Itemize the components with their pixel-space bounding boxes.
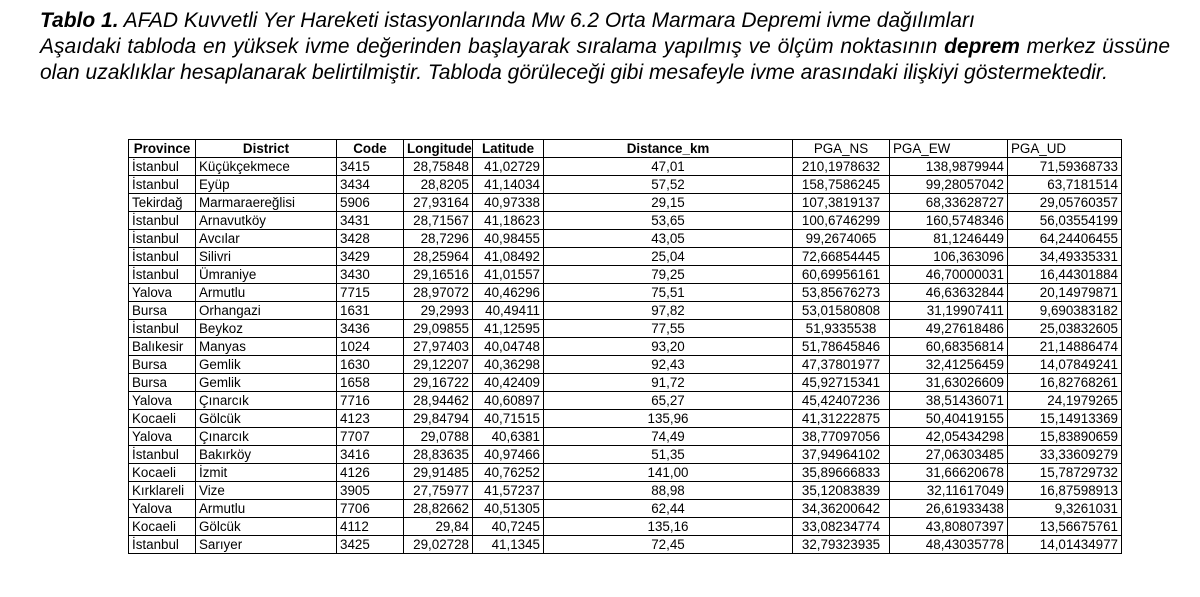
cell-pga-ud: 21,14886474 xyxy=(1008,338,1122,356)
cell-code: 3415 xyxy=(337,158,404,176)
table-body xyxy=(129,158,1122,554)
cell-pga-ns: 45,42407236 xyxy=(793,392,890,410)
cell-distance: 57,52 xyxy=(544,176,793,194)
cell-distance: 135,16 xyxy=(544,518,793,536)
header-latitude: Latitude xyxy=(473,140,544,158)
cell-code: 3429 xyxy=(337,248,404,266)
cell-distance: 77,55 xyxy=(544,320,793,338)
cell-pga-ud: 15,83890659 xyxy=(1008,428,1122,446)
table-row xyxy=(129,266,1122,284)
cell-pga-ns: 210,1978632 xyxy=(793,158,890,176)
cell-latitude: 40,97338 xyxy=(473,194,544,212)
header-pga-ns: PGA_NS xyxy=(793,140,890,158)
cell-province: Kırklareli xyxy=(129,482,196,500)
cell-pga-ud: 16,87598913 xyxy=(1008,482,1122,500)
table-row xyxy=(129,410,1122,428)
cell-district: Arnavutköy xyxy=(196,212,337,230)
table-row xyxy=(129,356,1122,374)
table-row xyxy=(129,248,1122,266)
cell-pga-ud: 15,14913369 xyxy=(1008,410,1122,428)
cell-district: Marmaraereğlisi xyxy=(196,194,337,212)
cell-district: Beykoz xyxy=(196,320,337,338)
cell-longitude: 29,02728 xyxy=(404,536,473,554)
cell-pga-ns: 53,01580808 xyxy=(793,302,890,320)
table-row xyxy=(129,284,1122,302)
cell-code: 1658 xyxy=(337,374,404,392)
cell-longitude: 29,0788 xyxy=(404,428,473,446)
cell-pga-ud: 16,82768261 xyxy=(1008,374,1122,392)
cell-pga-ns: 33,08234774 xyxy=(793,518,890,536)
cell-code: 7707 xyxy=(337,428,404,446)
table-row xyxy=(129,158,1122,176)
cell-province: İstanbul xyxy=(129,446,196,464)
cell-district: Küçükçekmece xyxy=(196,158,337,176)
cell-province: Bursa xyxy=(129,374,196,392)
cell-province: Yalova xyxy=(129,284,196,302)
cell-pga-ns: 41,31222875 xyxy=(793,410,890,428)
cell-district: Bakırköy xyxy=(196,446,337,464)
cell-code: 4112 xyxy=(337,518,404,536)
cell-province: Kocaeli xyxy=(129,410,196,428)
cell-district: Armutlu xyxy=(196,284,337,302)
cell-longitude: 29,16516 xyxy=(404,266,473,284)
cell-distance: 97,82 xyxy=(544,302,793,320)
cell-pga-ud: 14,01434977 xyxy=(1008,536,1122,554)
cell-pga-ew: 42,05434298 xyxy=(890,428,1008,446)
table-row xyxy=(129,536,1122,554)
cell-longitude: 28,7296 xyxy=(404,230,473,248)
acceleration-table xyxy=(128,139,1122,554)
cell-pga-ns: 47,37801977 xyxy=(793,356,890,374)
cell-province: İstanbul xyxy=(129,536,196,554)
cell-pga-ns: 158,7586245 xyxy=(793,176,890,194)
cell-latitude: 40,98455 xyxy=(473,230,544,248)
cell-province: İstanbul xyxy=(129,248,196,266)
cell-district: Avcılar xyxy=(196,230,337,248)
cell-longitude: 28,94462 xyxy=(404,392,473,410)
header-code: Code xyxy=(337,140,404,158)
cell-district: Gemlik xyxy=(196,356,337,374)
cell-distance: 93,20 xyxy=(544,338,793,356)
cell-pga-ew: 106,363096 xyxy=(890,248,1008,266)
cell-distance: 53,65 xyxy=(544,212,793,230)
caption-body xyxy=(40,34,1170,86)
cell-district: Eyüp xyxy=(196,176,337,194)
cell-pga-ew: 31,19907411 xyxy=(890,302,1008,320)
cell-code: 1024 xyxy=(337,338,404,356)
cell-latitude: 40,42409 xyxy=(473,374,544,392)
table-row xyxy=(129,230,1122,248)
cell-longitude: 29,09855 xyxy=(404,320,473,338)
cell-pga-ud: 56,03554199 xyxy=(1008,212,1122,230)
cell-province: Kocaeli xyxy=(129,464,196,482)
cell-pga-ew: 43,80807397 xyxy=(890,518,1008,536)
header-pga-ew: PGA_EW xyxy=(890,140,1008,158)
cell-code: 3425 xyxy=(337,536,404,554)
cell-longitude: 29,16722 xyxy=(404,374,473,392)
cell-code: 3434 xyxy=(337,176,404,194)
caption-body-part1: Aşaıdaki tabloda en yüksek ivme değerinden başlayarak sıralama yapılmış ve ölçüm noktasının xyxy=(40,35,945,58)
cell-longitude: 29,91485 xyxy=(404,464,473,482)
cell-latitude: 40,36298 xyxy=(473,356,544,374)
caption-title-text: AFAD Kuvvetli Yer Hareketi istasyonlarında Mw 6.2 Orta Marmara Depremi ivme dağılımları xyxy=(118,9,975,32)
cell-pga-ud: 15,78729732 xyxy=(1008,464,1122,482)
cell-longitude: 29,84794 xyxy=(404,410,473,428)
table-row xyxy=(129,194,1122,212)
cell-pga-ud: 34,49335331 xyxy=(1008,248,1122,266)
cell-pga-ud: 20,14979871 xyxy=(1008,284,1122,302)
cell-distance: 65,27 xyxy=(544,392,793,410)
cell-pga-ud: 63,7181514 xyxy=(1008,176,1122,194)
cell-longitude: 29,84 xyxy=(404,518,473,536)
cell-code: 5906 xyxy=(337,194,404,212)
cell-pga-ns: 35,12083839 xyxy=(793,482,890,500)
cell-latitude: 41,01557 xyxy=(473,266,544,284)
cell-district: Çınarcık xyxy=(196,428,337,446)
cell-longitude: 29,12207 xyxy=(404,356,473,374)
cell-pga-ns: 99,2674065 xyxy=(793,230,890,248)
cell-latitude: 40,7245 xyxy=(473,518,544,536)
cell-distance: 43,05 xyxy=(544,230,793,248)
cell-longitude: 28,83635 xyxy=(404,446,473,464)
cell-longitude: 28,25964 xyxy=(404,248,473,266)
header-longitude: Longitude xyxy=(404,140,473,158)
cell-pga-ew: 160,5748346 xyxy=(890,212,1008,230)
table-row xyxy=(129,428,1122,446)
cell-district: Silivri xyxy=(196,248,337,266)
cell-district: Manyas xyxy=(196,338,337,356)
header-pga-ud: PGA_UD xyxy=(1008,140,1122,158)
cell-pga-ns: 51,78645846 xyxy=(793,338,890,356)
cell-pga-ns: 51,9335538 xyxy=(793,320,890,338)
table-row xyxy=(129,518,1122,536)
cell-latitude: 40,60897 xyxy=(473,392,544,410)
cell-code: 3416 xyxy=(337,446,404,464)
cell-pga-ew: 32,41256459 xyxy=(890,356,1008,374)
cell-pga-ud: 24,1979265 xyxy=(1008,392,1122,410)
cell-district: Vize xyxy=(196,482,337,500)
cell-longitude: 28,71567 xyxy=(404,212,473,230)
table-row xyxy=(129,176,1122,194)
cell-pga-ud: 9,690383182 xyxy=(1008,302,1122,320)
cell-district: İzmit xyxy=(196,464,337,482)
cell-district: Sarıyer xyxy=(196,536,337,554)
cell-province: İstanbul xyxy=(129,212,196,230)
table-row xyxy=(129,500,1122,518)
caption-title-label: Tablo 1. xyxy=(40,9,119,32)
cell-province: İstanbul xyxy=(129,176,196,194)
cell-code: 1630 xyxy=(337,356,404,374)
cell-latitude: 40,6381 xyxy=(473,428,544,446)
header-province: Province xyxy=(129,140,196,158)
cell-pga-ew: 31,66620678 xyxy=(890,464,1008,482)
cell-latitude: 41,08492 xyxy=(473,248,544,266)
cell-longitude: 27,75977 xyxy=(404,482,473,500)
cell-province: Yalova xyxy=(129,500,196,518)
cell-district: Gölcük xyxy=(196,518,337,536)
cell-pga-ud: 9,3261031 xyxy=(1008,500,1122,518)
cell-latitude: 41,12595 xyxy=(473,320,544,338)
cell-pga-ew: 31,63026609 xyxy=(890,374,1008,392)
cell-pga-ud: 13,56675761 xyxy=(1008,518,1122,536)
cell-pga-ns: 100,6746299 xyxy=(793,212,890,230)
cell-pga-ud: 16,44301884 xyxy=(1008,266,1122,284)
cell-distance: 88,98 xyxy=(544,482,793,500)
table-header-row xyxy=(129,140,1122,158)
cell-pga-ew: 32,11617049 xyxy=(890,482,1008,500)
header-district: District xyxy=(196,140,337,158)
cell-pga-ew: 38,51436071 xyxy=(890,392,1008,410)
cell-code: 3430 xyxy=(337,266,404,284)
cell-pga-ud: 29,05760357 xyxy=(1008,194,1122,212)
cell-code: 7715 xyxy=(337,284,404,302)
cell-pga-ew: 99,28057042 xyxy=(890,176,1008,194)
caption-body-part2: merkez üssüne olan uzaklıklar hesaplanarak belirtilmiştir. Tabloda görüleceği gibi mesafeyle ivme arasındaki ilişkiyi göstermektedir. xyxy=(40,35,1171,84)
cell-distance: 92,43 xyxy=(544,356,793,374)
table-caption xyxy=(40,8,1170,86)
cell-code: 3905 xyxy=(337,482,404,500)
cell-latitude: 41,14034 xyxy=(473,176,544,194)
cell-distance: 135,96 xyxy=(544,410,793,428)
cell-code: 1631 xyxy=(337,302,404,320)
cell-latitude: 40,49411 xyxy=(473,302,544,320)
cell-pga-ns: 35,89666833 xyxy=(793,464,890,482)
cell-district: Ümraniye xyxy=(196,266,337,284)
cell-distance: 79,25 xyxy=(544,266,793,284)
cell-pga-ns: 38,77097056 xyxy=(793,428,890,446)
cell-pga-ew: 46,70000031 xyxy=(890,266,1008,284)
cell-longitude: 28,75848 xyxy=(404,158,473,176)
cell-pga-ns: 72,66854445 xyxy=(793,248,890,266)
cell-pga-ns: 34,36200642 xyxy=(793,500,890,518)
cell-province: Yalova xyxy=(129,428,196,446)
table-row xyxy=(129,374,1122,392)
cell-longitude: 29,2993 xyxy=(404,302,473,320)
cell-latitude: 40,04748 xyxy=(473,338,544,356)
cell-district: Çınarcık xyxy=(196,392,337,410)
cell-pga-ns: 45,92715341 xyxy=(793,374,890,392)
cell-code: 3428 xyxy=(337,230,404,248)
cell-distance: 51,35 xyxy=(544,446,793,464)
cell-province: Balıkesir xyxy=(129,338,196,356)
cell-district: Gölcük xyxy=(196,410,337,428)
cell-pga-ew: 46,63632844 xyxy=(890,284,1008,302)
table-row xyxy=(129,464,1122,482)
cell-code: 7716 xyxy=(337,392,404,410)
caption-title xyxy=(40,8,1170,34)
cell-pga-ew: 27,06303485 xyxy=(890,446,1008,464)
cell-distance: 75,51 xyxy=(544,284,793,302)
cell-longitude: 28,97072 xyxy=(404,284,473,302)
cell-district: Armutlu xyxy=(196,500,337,518)
cell-district: Orhangazi xyxy=(196,302,337,320)
table-row xyxy=(129,212,1122,230)
cell-pga-ew: 138,9879944 xyxy=(890,158,1008,176)
cell-province: Bursa xyxy=(129,356,196,374)
cell-latitude: 41,18623 xyxy=(473,212,544,230)
cell-province: İstanbul xyxy=(129,230,196,248)
cell-pga-ew: 26,61933438 xyxy=(890,500,1008,518)
cell-longitude: 27,93164 xyxy=(404,194,473,212)
cell-code: 4123 xyxy=(337,410,404,428)
cell-pga-ns: 60,69956161 xyxy=(793,266,890,284)
cell-province: İstanbul xyxy=(129,266,196,284)
cell-latitude: 40,97466 xyxy=(473,446,544,464)
cell-latitude: 41,02729 xyxy=(473,158,544,176)
cell-province: İstanbul xyxy=(129,158,196,176)
table-row xyxy=(129,338,1122,356)
caption-body-bold: deprem xyxy=(944,35,1020,58)
table-row xyxy=(129,482,1122,500)
cell-longitude: 28,82662 xyxy=(404,500,473,518)
cell-code: 4126 xyxy=(337,464,404,482)
cell-pga-ew: 60,68356814 xyxy=(890,338,1008,356)
cell-code: 3431 xyxy=(337,212,404,230)
cell-province: Tekirdağ xyxy=(129,194,196,212)
cell-pga-ud: 71,59368733 xyxy=(1008,158,1122,176)
cell-code: 7706 xyxy=(337,500,404,518)
cell-province: Kocaeli xyxy=(129,518,196,536)
cell-latitude: 40,71515 xyxy=(473,410,544,428)
cell-longitude: 27,97403 xyxy=(404,338,473,356)
cell-pga-ud: 25,03832605 xyxy=(1008,320,1122,338)
cell-pga-ew: 50,40419155 xyxy=(890,410,1008,428)
table-row xyxy=(129,392,1122,410)
cell-distance: 62,44 xyxy=(544,500,793,518)
cell-latitude: 40,51305 xyxy=(473,500,544,518)
cell-latitude: 41,1345 xyxy=(473,536,544,554)
cell-longitude: 28,8205 xyxy=(404,176,473,194)
cell-distance: 91,72 xyxy=(544,374,793,392)
cell-distance: 141,00 xyxy=(544,464,793,482)
cell-pga-ud: 14,07849241 xyxy=(1008,356,1122,374)
cell-pga-ud: 64,24406455 xyxy=(1008,230,1122,248)
cell-pga-ew: 68,33628727 xyxy=(890,194,1008,212)
cell-code: 3436 xyxy=(337,320,404,338)
cell-district: Gemlik xyxy=(196,374,337,392)
cell-pga-ns: 107,3819137 xyxy=(793,194,890,212)
cell-distance: 47,01 xyxy=(544,158,793,176)
cell-pga-ns: 53,85676273 xyxy=(793,284,890,302)
cell-distance: 29,15 xyxy=(544,194,793,212)
cell-latitude: 41,57237 xyxy=(473,482,544,500)
cell-pga-ud: 33,33609279 xyxy=(1008,446,1122,464)
table-row xyxy=(129,446,1122,464)
cell-latitude: 40,76252 xyxy=(473,464,544,482)
cell-pga-ns: 32,79323935 xyxy=(793,536,890,554)
cell-pga-ns: 37,94964102 xyxy=(793,446,890,464)
cell-pga-ew: 49,27618486 xyxy=(890,320,1008,338)
table-row xyxy=(129,320,1122,338)
cell-distance: 74,49 xyxy=(544,428,793,446)
table-row xyxy=(129,302,1122,320)
cell-distance: 25,04 xyxy=(544,248,793,266)
cell-province: Bursa xyxy=(129,302,196,320)
header-distance: Distance_km xyxy=(544,140,793,158)
cell-latitude: 40,46296 xyxy=(473,284,544,302)
cell-province: Yalova xyxy=(129,392,196,410)
cell-pga-ew: 48,43035778 xyxy=(890,536,1008,554)
cell-distance: 72,45 xyxy=(544,536,793,554)
cell-province: İstanbul xyxy=(129,320,196,338)
cell-pga-ew: 81,1246449 xyxy=(890,230,1008,248)
